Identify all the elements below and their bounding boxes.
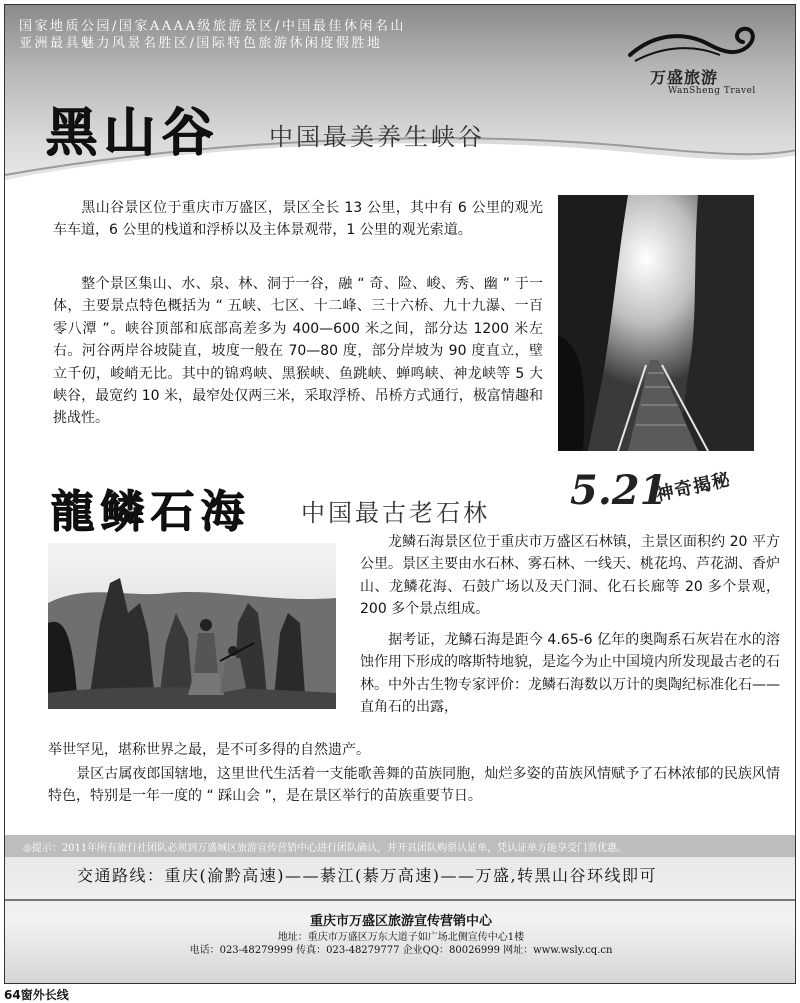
- section1-paragraph-2: 整个景区集山、水、泉、林、洞于一谷，融 “ 奇、险、峻、秀、幽 ” 于一体，主要景点特色概括为 “ 五峡、七区、十二峰、三十六桥、九十九瀑、一百零八潭 ”。峡谷顶部和底部高差多为 400—600 米之间，部分达 1200 米左右。河谷两岸谷坡陡直，坡度一般在 70—80 度，部分岸坡为 90 度直立，壁立千仞，峻峭无比。其中的锦鸡峡、黑猴峡、鱼跳峡、蝉鸣峡、神龙峡等 5 大峡谷，最宽约 10 米，最窄处仅两三米，采取浮桥、吊桥方式通行，极富情趣和挑战性。: [53, 276, 543, 427]
- section1-title: 黑山谷: [45, 102, 220, 163]
- organization-name: 重庆市万盛区旅游宣传营销中心: [309, 914, 492, 929]
- footer-divider: [5, 899, 796, 901]
- date-mark-subtitle: 神奇揭秘: [653, 469, 733, 506]
- poster-frame: [4, 4, 796, 984]
- swirl-logo-icon: [625, 23, 775, 68]
- wansheng-travel-logo: [625, 23, 775, 103]
- logo-english-name: WanSheng Travel: [668, 86, 756, 96]
- transport-route: 交通路线：重庆(渝黔高速)——綦江(綦万高速)——万盛,转黑山谷环线即可: [77, 866, 658, 885]
- stone-forest-photo: [48, 543, 336, 709]
- organization-contact: 电话：023-48279999 传真：023-48279777 企业QQ：80026999 网址：www.wsly.cq.cn: [189, 945, 613, 956]
- slogan-line-1: 国家地质公园/国家AAAA级旅游景区/中国最佳休闲名山: [19, 19, 406, 34]
- tip-bar: [5, 835, 796, 857]
- section1-subtitle: 中国最美养生峡谷: [269, 123, 485, 151]
- section1-paragraph-1: 黑山谷景区位于重庆市万盛区，景区全长 13 公里，其中有 6 公里的观光车车道，6 公里的栈道和浮桥以及主体景观带，1 公里的观光索道。: [53, 200, 543, 239]
- slogan-line-2: 亚洲最具魅力风景名胜区/国际特色旅游休闲度假胜地: [19, 36, 383, 51]
- section2-title: 龍鳞石海: [50, 486, 250, 537]
- section2-paragraph-1: 龙鳞石海景区位于重庆市万盛区石林镇，主景区面积约 20 平方公里。景区主要由水石林、雾石林、一线天、桃花坞、芦花湖、香炉山、龙鳞花海、石鼓广场以及天门洞、化石长廊等 20 多个景观，200 多个景点组成。: [360, 534, 780, 618]
- logo-chinese-name: 万盛旅游: [650, 68, 719, 87]
- page-number-label: 64窗外长线: [4, 988, 69, 1002]
- section1-title-block: [45, 90, 219, 165]
- section2-paragraph-4: 景区古属夜郎国辖地，这里世代生活着一支能歌善舞的苗族同胞，灿烂多姿的苗族风情赋予了石林浓郁的民族风情特色，特别是一年一度的 “ 踩山会 ”，是在景区举行的苗族重要节日。: [48, 766, 780, 805]
- section2-paragraph-2: 据考证，龙鳞石海是距今 4.65-6 亿年的奥陶系石灰岩在水的溶蚀作用下形成的喀斯特地貌，是迄今为止中国境内所发现最古老的石林。中外古生物专家评价：龙鳞石海数以万计的奥陶纪标准化石——直角石的出露，: [360, 632, 780, 716]
- section2-paragraph-3: 举世罕见，堪称世界之最，是不可多得的自然遗产。: [48, 742, 370, 758]
- canyon-photo: [558, 195, 754, 451]
- section2-subtitle: 中国最古老石林: [301, 499, 490, 527]
- tip-text: ◎提示：2011年所有旅行社团队必须到万盛城区旅游宣传营销中心进行团队确认，并开具团队购票认证单，凭认证单方能享受门票优惠。: [23, 843, 628, 854]
- date-mark: 5.21: [570, 467, 668, 514]
- section2-title-block: [50, 475, 250, 539]
- organization-address: 地址：重庆市万盛区万东大道子如广场北侧宣传中心1楼: [277, 932, 525, 943]
